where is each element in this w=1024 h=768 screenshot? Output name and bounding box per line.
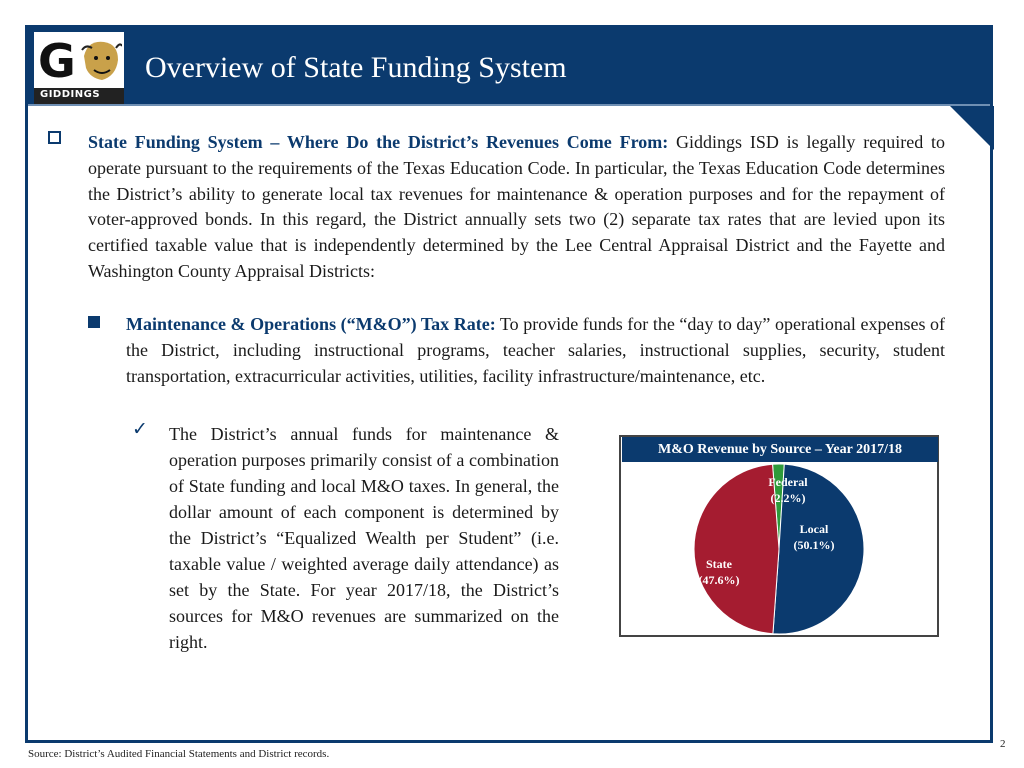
logo-g-icon: G bbox=[38, 34, 76, 88]
pie-label-state: State bbox=[706, 557, 732, 571]
page-title: Overview of State Funding System bbox=[145, 51, 567, 84]
pie-chart bbox=[619, 435, 939, 637]
page-number: 2 bbox=[1000, 738, 1006, 750]
corner-decoration bbox=[950, 106, 994, 150]
paragraph-mo-revenue: The District’s annual funds for maintenance & operation purposes primarily consist of a combination of State funding and local M&O taxes. In general, the dollar amount of each component is determined by the District’s “Equalized Wealth per Student” (i.e. taxable value / weighted average daily attendance) as set by the State. For year 2017/18, the District’s sources for M&O revenues are summarized on the right. bbox=[169, 424, 559, 652]
paragraph-lead: Maintenance & Operations (“M&O”) Tax Rate: bbox=[126, 314, 496, 334]
paragraph-lead: State Funding System – Where Do the District’s Revenues Come From: bbox=[88, 132, 669, 152]
logo-text: GIDDINGS bbox=[40, 89, 101, 100]
pie-value-state: (47.6%) bbox=[698, 573, 740, 587]
chart-title: M&O Revenue by Source – Year 2017/18 bbox=[622, 437, 938, 462]
buffalo-icon bbox=[78, 36, 122, 84]
square-bullet-icon bbox=[88, 316, 100, 328]
pie-label-local: Local bbox=[799, 522, 829, 536]
source-footnote: Source: District’s Audited Financial Statements and District records. bbox=[28, 748, 330, 760]
pie-value-federal: (2.2%) bbox=[770, 491, 806, 505]
checkmark-icon: ✓ bbox=[132, 418, 148, 440]
paragraph-text: To provide funds for the “day to day” operational expenses of the District, including instructional programs, teacher salaries, instructional supplies, security, student transportation, extracurricular activities, utilities, facility infrastructure/maintenance, etc. bbox=[126, 314, 945, 386]
giddings-logo bbox=[34, 32, 124, 104]
paragraph-text: Giddings ISD is legally required to operate pursuant to the requirements of the Texas Education Code. In particular, the Texas Education Code determines the District’s ability to generate local tax revenues for maintenance & operation purposes and for the repayment of voter-approved bonds. In this regard, the District annually sets two (2) separate tax rates that are levied upon its certified taxable value that is independently determined by the Lee Central Appraisal District and the Fayette and Washington County Appraisal Districts: bbox=[88, 132, 945, 281]
pie-value-local: (50.1%) bbox=[793, 538, 835, 552]
pie-slice-state bbox=[694, 464, 779, 634]
pie-label-federal: Federal bbox=[768, 475, 808, 489]
paragraph-mo-tax-rate bbox=[126, 311, 945, 389]
checkbox-bullet-icon bbox=[48, 131, 61, 144]
pie-chart-svg bbox=[621, 437, 937, 635]
paragraph-state-funding bbox=[88, 130, 945, 285]
